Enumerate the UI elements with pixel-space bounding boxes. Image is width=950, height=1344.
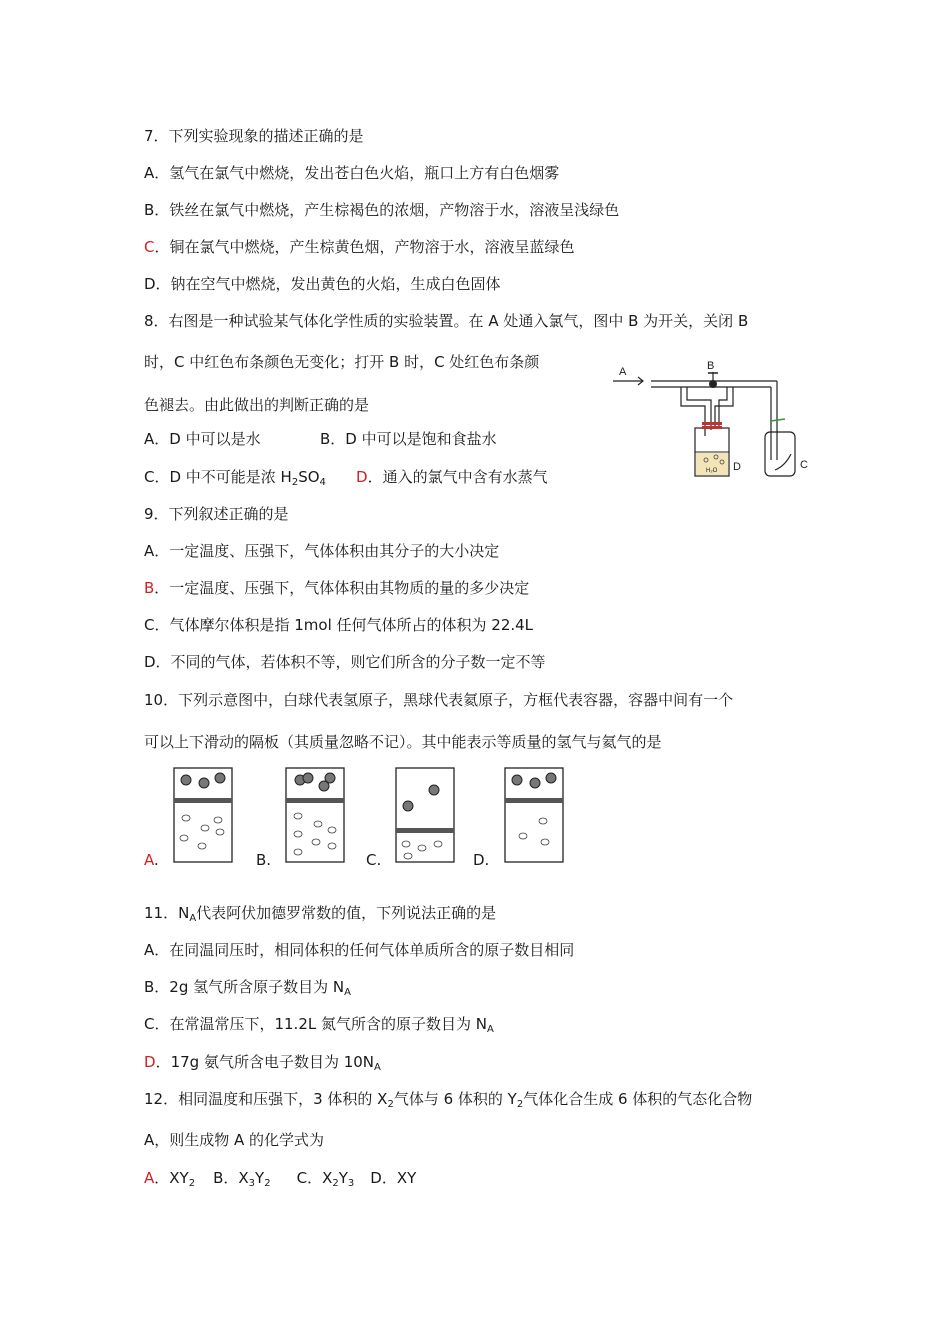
q10-stem-line2: 可以上下滑动的隔板（其质量忽略不记）。其中能表示等质量的氢气与氦气的是 [144,733,662,751]
q10-container-d [503,766,565,864]
he-atom [512,775,522,785]
q10-option-a: A. [144,851,159,869]
he-atom [530,778,540,788]
q11-option-a: A．在同温同压时，相同体积的任何气体单质所含的原子数目相同 [144,941,575,959]
q7-option-b: B．铁丝在氯气中燃烧，产生棕褐色的浓烟，产物溶于水，溶液呈浅绿色 [144,201,620,219]
q8-stem-line1: 8．右图是一种试验某气体化学性质的实验装置。在 A 处通入氯气，图中 B 为开关，关闭 B [144,312,749,330]
q8-stem-line2: 时，C 中红色布条颜色无变化；打开 B 时，C 处红色布条颜 [144,353,540,371]
he-atom [403,801,413,811]
q12-answer-letter: A [144,1169,155,1187]
q9-option-c: C．气体摩尔体积是指 1mol 任何气体所占的体积为 22.4L [144,616,534,634]
q9-stem: 9．下列叙述正确的是 [144,505,289,523]
he-atom [181,775,191,785]
q12-option-d: D．XY [370,1169,417,1187]
q11-option-b: B．2g 氢气所含原子数目为 $N_A$ [144,978,351,998]
bottle-c-cap [771,419,785,421]
q10-option-d: D. [473,851,490,869]
tube-d-out-inner [719,387,727,428]
divider [505,798,563,803]
label-b: B [707,360,715,372]
q7-option-d: D．钠在空气中燃烧，发出黄色的火焰，生成白色固体 [144,275,501,293]
q8-option-c: C．D 中不可能是浓 $H_2SO_4$ [144,468,326,488]
q12-stem-line2: A，则生成物 A 的化学式为 [144,1131,325,1149]
q12-option-b: B．$X_3Y_2$ [213,1169,271,1189]
stopper-band-1 [702,422,722,425]
valve-b-icon [709,380,717,388]
q9-option-a: A．一定温度、压强下，气体体积由其分子的大小决定 [144,542,500,560]
label-d: D [733,461,741,473]
tube-d-in-outer [681,387,705,436]
q7-answer-letter: C [144,238,155,256]
label-a: A [619,366,627,378]
stopper-band-2 [702,426,722,429]
q8-option-d: D．通入的氯气中含有水蒸气 [356,468,548,486]
q10-option-c: C. [366,851,382,869]
q12-stem-line1: 12．相同温度和压强下，3 体积的 $X_2$气体与 6 体积的 $Y_2$气体化合生成 6 体积的气态化合物 [144,1090,753,1110]
tube-d-out-outer [715,387,733,428]
q12-option-a: ．$XY_2$ [154,1169,196,1189]
divider [396,828,454,833]
q7-option-c [144,237,575,257]
label-water: H₂O [706,468,718,474]
q11-option-c: C．在常温常压下，11.2L 氮气所含的原子数目为 $N_A$ [144,1015,494,1035]
q10-container-a [172,766,234,864]
q9-option-d: D．不同的气体，若体积不等，则它们所含的分子数一定不等 [144,653,546,671]
q7-option-a: A．氢气在氯气中燃烧，发出苍白色火焰，瓶口上方有白色烟雾 [144,164,560,182]
he-atom [215,773,225,783]
he-atom [429,785,439,795]
he-atom [199,778,209,788]
he-atom [546,773,556,783]
q12-option-c: C．$X_2Y_3$ [296,1169,355,1189]
q8-option-b: B．D 中可以是饱和食盐水 [320,430,497,448]
q11-stem: 11．$N_A$代表阿伏加德罗常数的值，下列说法正确的是 [144,904,497,924]
he-atom [303,773,313,783]
q8-apparatus-diagram [605,358,815,483]
q7-option-c-text: ．铜在氯气中燃烧，产生棕黄色烟，产物溶于水，溶液呈蓝绿色 [154,238,575,256]
q9-answer-letter: B [144,579,155,597]
divider [286,798,344,803]
label-c: C [800,459,808,471]
q10-container-b [284,766,346,864]
q11-option-d: D．17g 氨气所含电子数目为 $10N_A$ [144,1053,381,1073]
he-atom [325,773,335,783]
q10-stem-line1: 10．下列示意图中，白球代表氢原子，黑球代表氦原子，方框代表容器，容器中间有一个 [144,691,734,709]
q10-answer-letter: A [144,851,154,869]
q11-answer-letter: D [144,1053,156,1071]
q7-stem: 7．下列实验现象的描述正确的是 [144,127,364,145]
q8-stem-line3: 色褪去。由此做出的判断正确的是 [144,396,370,414]
q10-container-c [394,766,456,864]
divider [174,798,232,803]
q8-option-a: A．D 中可以是水 [144,430,261,448]
q9-option-b: B．一定温度、压强下，气体体积由其物质的量的多少决定 [144,579,530,597]
q12-options [144,1168,416,1188]
q10-option-b: B. [256,851,272,869]
q8-answer-letter: D [356,468,368,486]
